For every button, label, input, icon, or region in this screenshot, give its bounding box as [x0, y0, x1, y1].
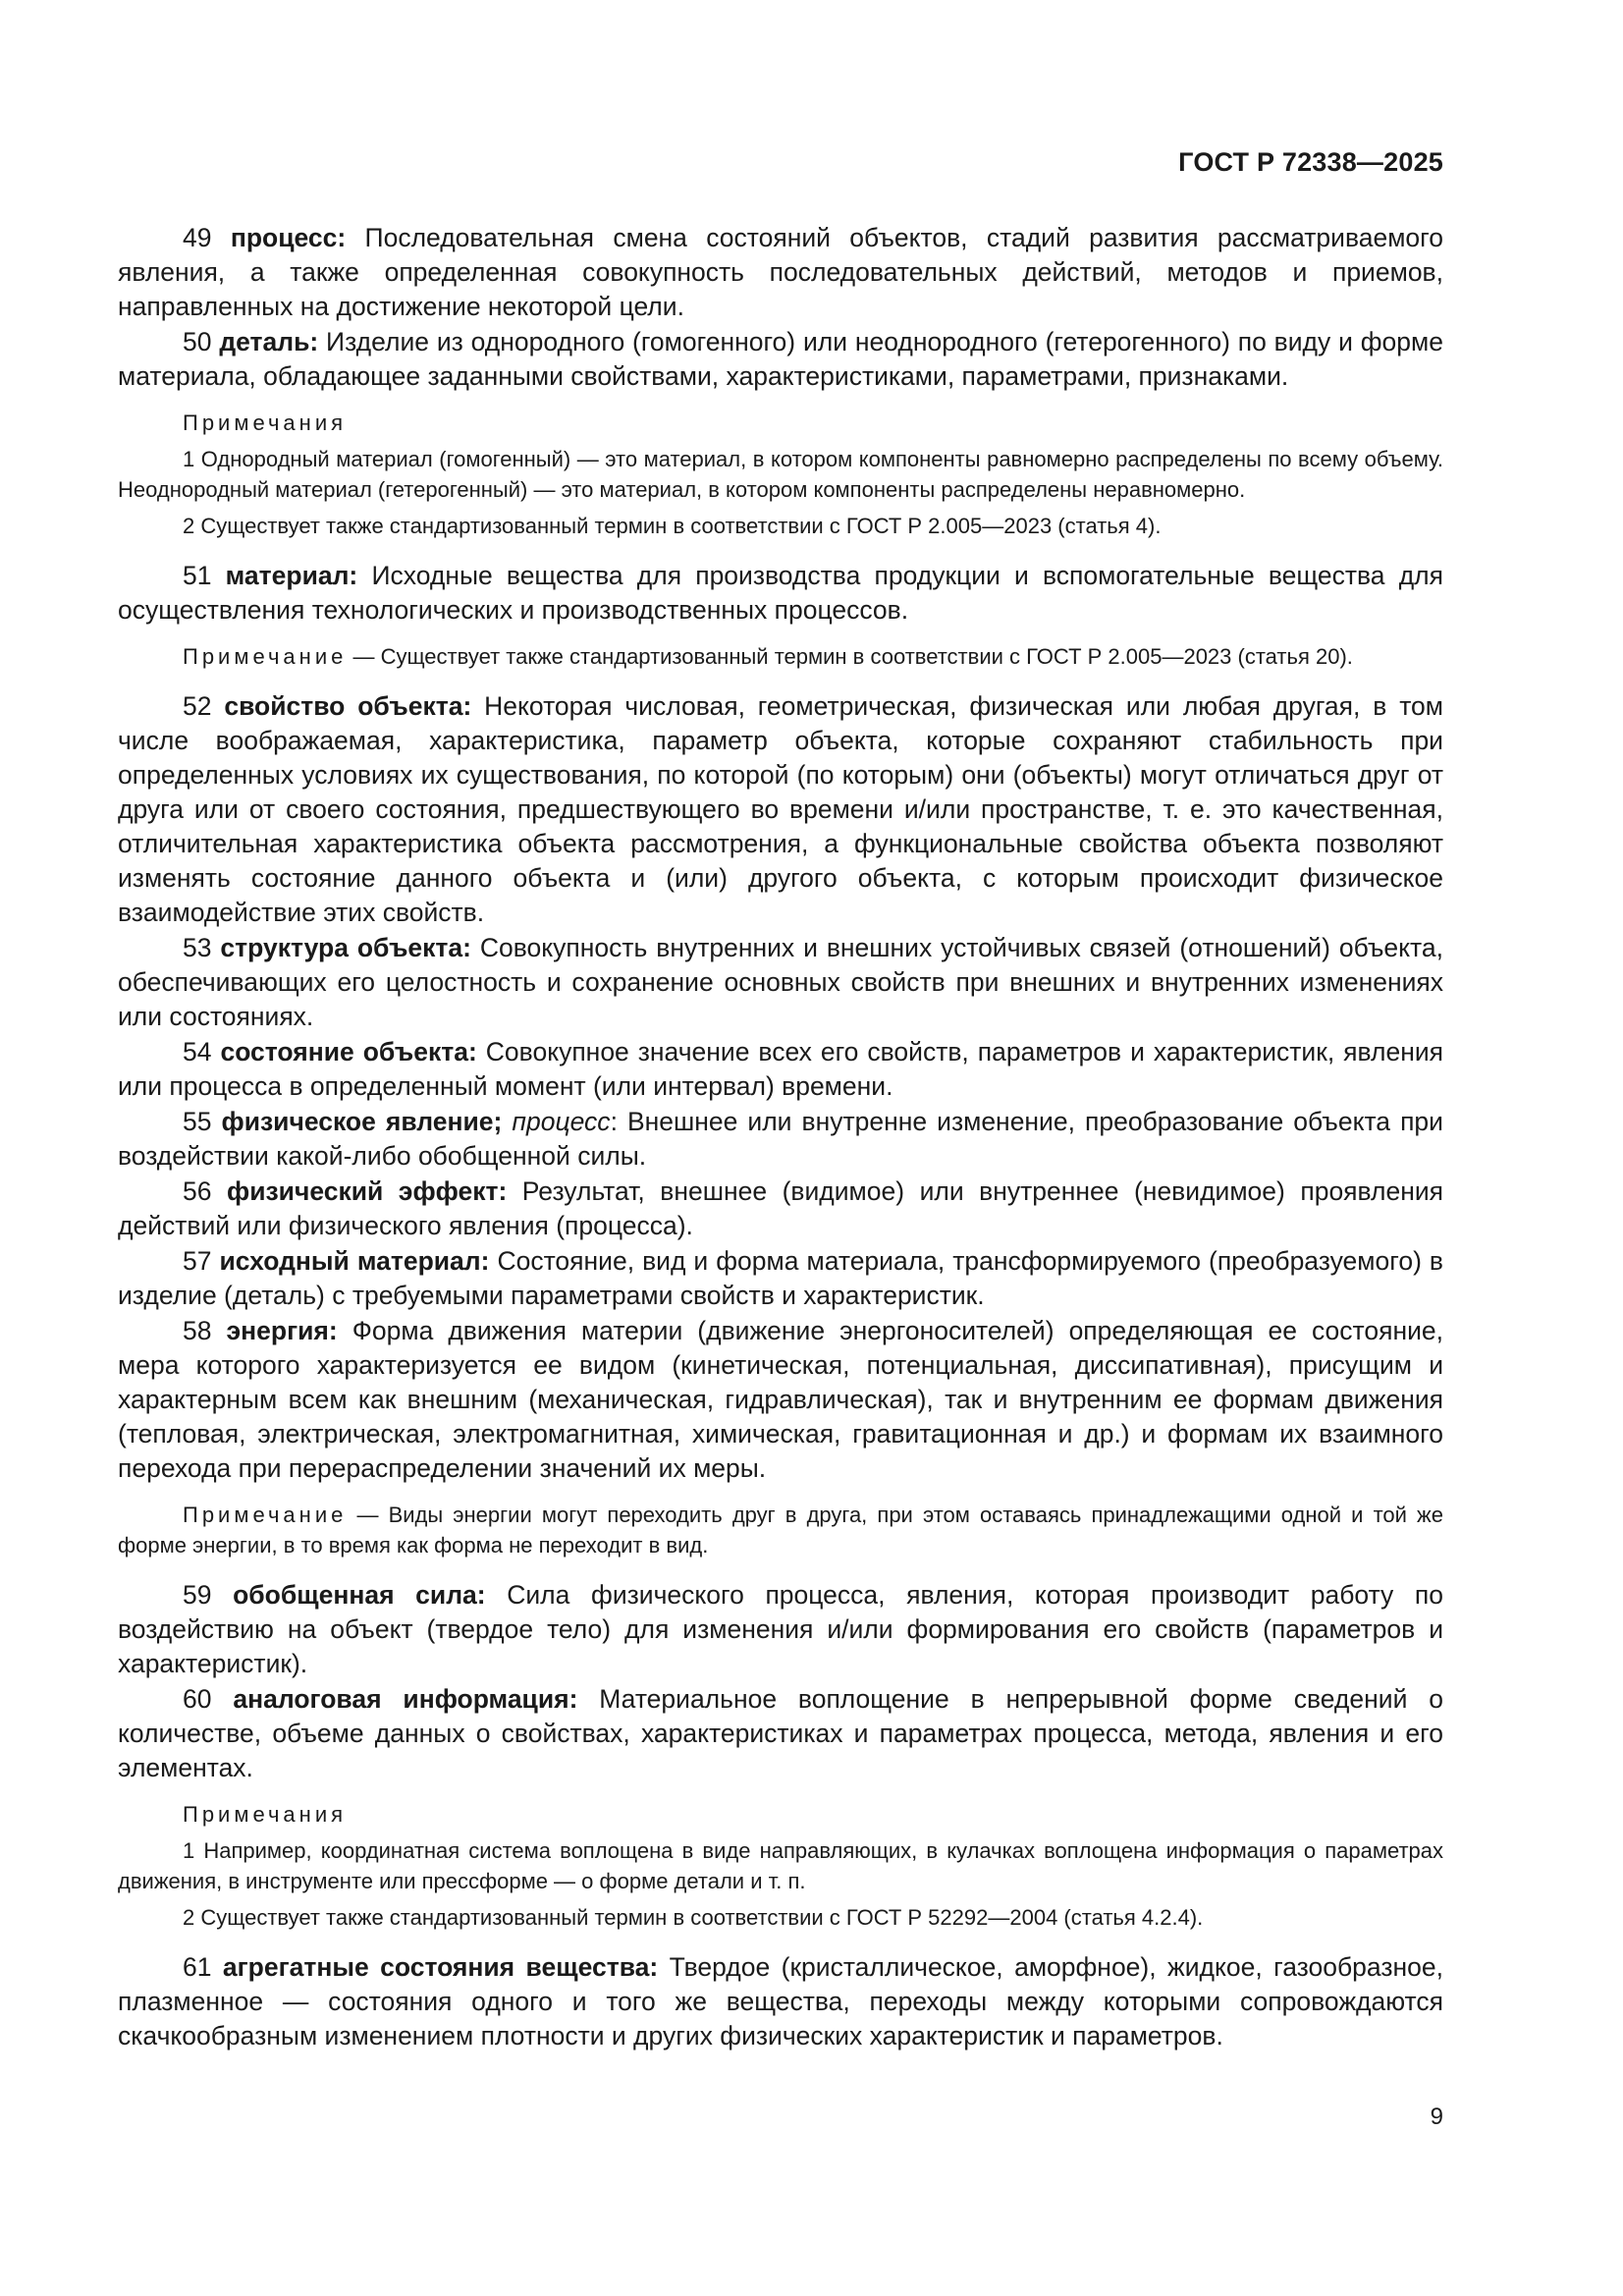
term-54	[118, 1035, 1443, 1104]
note-single	[118, 1500, 1443, 1560]
term-title: физический эффект:	[227, 1176, 508, 1206]
term-60	[118, 1682, 1443, 1785]
term-definition: Совокупное значение всех его свойств, параметров и характеристик, явления или процесса в определенный момент (или интервал) времени.	[118, 1037, 1443, 1101]
document-body	[118, 221, 1443, 2054]
term-title: деталь:	[219, 327, 319, 356]
term-61	[118, 1950, 1443, 2053]
term-title: свойство объекта:	[224, 691, 472, 721]
term-definition: Исходные вещества для производства продукции и вспомогательные вещества для осуществления технологических и производственных процессов.	[118, 561, 1443, 625]
term-51	[118, 559, 1443, 628]
note-text: — Виды энергии могут переходить друг в друга, при этом оставаясь принадлежащими одной и той же форме энергии, в то время как форма не переходит в вид.	[118, 1503, 1443, 1558]
note-item: 2 Существует также стандартизованный термин в соответствии с ГОСТ Р 52292—2004 (статья 4.2.4).	[183, 1905, 1204, 1930]
term-53	[118, 931, 1443, 1034]
note-single	[118, 641, 1443, 672]
term-58	[118, 1314, 1443, 1486]
term-title: структура объекта:	[220, 933, 471, 962]
term-number: 55	[183, 1107, 212, 1136]
term-definition: Некоторая числовая, геометрическая, физическая или любая другая, в том числе воображаемая, характеристика, параметр объекта, которые сохраняют стабильность при определенных условиях их существования, по которой (по которым) они (объекты) могут отличаться друг от друга или от своего состояния, предшествующего во времени и/или пространстве, т. е. это качественная, отличительная характеристика объекта рассмотрения, а функциональные свойства объекта позволяют изменять состояние данного объекта и (или) другого объекта, с которым происходит физическое взаимодействие этих свойств.	[118, 691, 1443, 927]
term-number: 59	[183, 1580, 212, 1610]
term-number: 53	[183, 933, 212, 962]
note-item: 1 Например, координатная система воплощена в виде направляющих, в кулачках воплощена информация о параметрах движения, в инструменте или прессформе — о форме детали и т. п.	[118, 1838, 1443, 1893]
term-title: процесс:	[230, 223, 347, 252]
term-59	[118, 1578, 1443, 1681]
term-number: 61	[183, 1952, 212, 1982]
term-56	[118, 1175, 1443, 1243]
note-item: 2 Существует также стандартизованный термин в соответствии с ГОСТ Р 2.005—2023 (статья 4).	[183, 514, 1162, 538]
note-text: — Существует также стандартизованный термин в соответствии с ГОСТ Р 2.005—2023 (статья 20).	[347, 644, 1353, 669]
term-definition: Материальное воплощение в непрерывной форме сведений о количестве, объеме данных о свойствах, характеристиках и параметрах процесса, метода, явления и его элементах.	[118, 1684, 1443, 1782]
term-number: 60	[183, 1684, 212, 1714]
term-number: 52	[183, 691, 212, 721]
term-definition: Твердое (кристаллическое, аморфное), жидкое, газообразное, плазменное — состояния одного и того же вещества, переходы между которыми сопровождаются скачкообразным изменением плотности и других физических характеристик и параметров.	[118, 1952, 1443, 2050]
term-49	[118, 221, 1443, 324]
note-item: 1 Однородный материал (гомогенный) — это материал, в котором компоненты равномерно распределены по всему объему. Неоднородный материал (гетерогенный) — это материал, в котором компоненты распределены неравномерно.	[118, 447, 1443, 502]
term-number: 50	[183, 327, 212, 356]
term-synonym: процесс	[512, 1107, 611, 1136]
term-definition: Совокупность внутренних и внешних устойчивых связей (отношений) объекта, обеспечивающих его целостность и сохранение основных свойств при внешних и внутренних изменениях или состояниях.	[118, 933, 1443, 1031]
term-number: 54	[183, 1037, 212, 1066]
term-title: энергия:	[226, 1316, 338, 1345]
page-number: 9	[1430, 2104, 1443, 2130]
term-title: агрегатные состояния вещества:	[222, 1952, 659, 1982]
term-title: исходный материал:	[219, 1246, 490, 1276]
term-definition: Состояние, вид и форма материала, трансформируемого (преобразуемого) в изделие (деталь) с требуемыми параметрами свойств и характеристик.	[118, 1246, 1443, 1310]
term-number: 58	[183, 1316, 212, 1345]
document-header: ГОСТ Р 72338—2025	[1178, 147, 1443, 177]
term-definition: Форма движения материи (движение энергоносителей) определяющая ее состояние, мера которого характеризуется ее видом (кинетическая, потенциальная, диссипативная), присущим и характерным всем как внешним (механическая, гидравлическая), так и внутренним ее формам движения (тепловая, электрическая, электромагнитная, химическая, гравитационная и др.) и формам их взаимного перехода при перераспределении значений их меры.	[118, 1316, 1443, 1483]
term-definition: : Внешнее или внутренне изменение, преобразование объекта при воздействии какой-либо обобщенной силы.	[118, 1107, 1443, 1171]
term-definition: Изделие из однородного (гомогенного) или неоднородного (гетерогенного) по виду и форме материала, обладающее заданными свойствами, характеристиками, параметрами, признаками.	[118, 327, 1443, 391]
term-number: 57	[183, 1246, 212, 1276]
term-number: 49	[183, 223, 212, 252]
notes-heading: Примечания	[183, 1802, 348, 1827]
term-55	[118, 1105, 1443, 1174]
document-page	[118, 0, 1443, 2296]
notes-heading: Примечания	[183, 410, 348, 435]
term-number: 56	[183, 1176, 212, 1206]
term-title: материал:	[225, 561, 358, 590]
term-number: 51	[183, 561, 212, 590]
note-label: Примечание	[183, 1503, 348, 1527]
term-50	[118, 325, 1443, 394]
term-57	[118, 1244, 1443, 1313]
term-title: физическое явление;	[221, 1107, 503, 1136]
term-title: состояние объекта:	[220, 1037, 477, 1066]
term-title: аналоговая информация:	[233, 1684, 578, 1714]
term-definition: Результат, внешнее (видимое) или внутреннее (невидимое) проявления действий или физического явления (процесса).	[118, 1176, 1443, 1240]
term-definition: Последовательная смена состояний объектов, стадий развития рассматриваемого явления, а также определенная совокупность последовательных действий, методов и приемов, направленных на достижение некоторой цели.	[118, 223, 1443, 321]
term-definition: Сила физического процесса, явления, которая производит работу по воздействию на объект (твердое тело) для изменения и/или формирования его свойств (параметров и характеристик).	[118, 1580, 1443, 1678]
term-52	[118, 689, 1443, 930]
note-label: Примечание	[183, 644, 348, 669]
term-title: обобщенная сила:	[233, 1580, 486, 1610]
